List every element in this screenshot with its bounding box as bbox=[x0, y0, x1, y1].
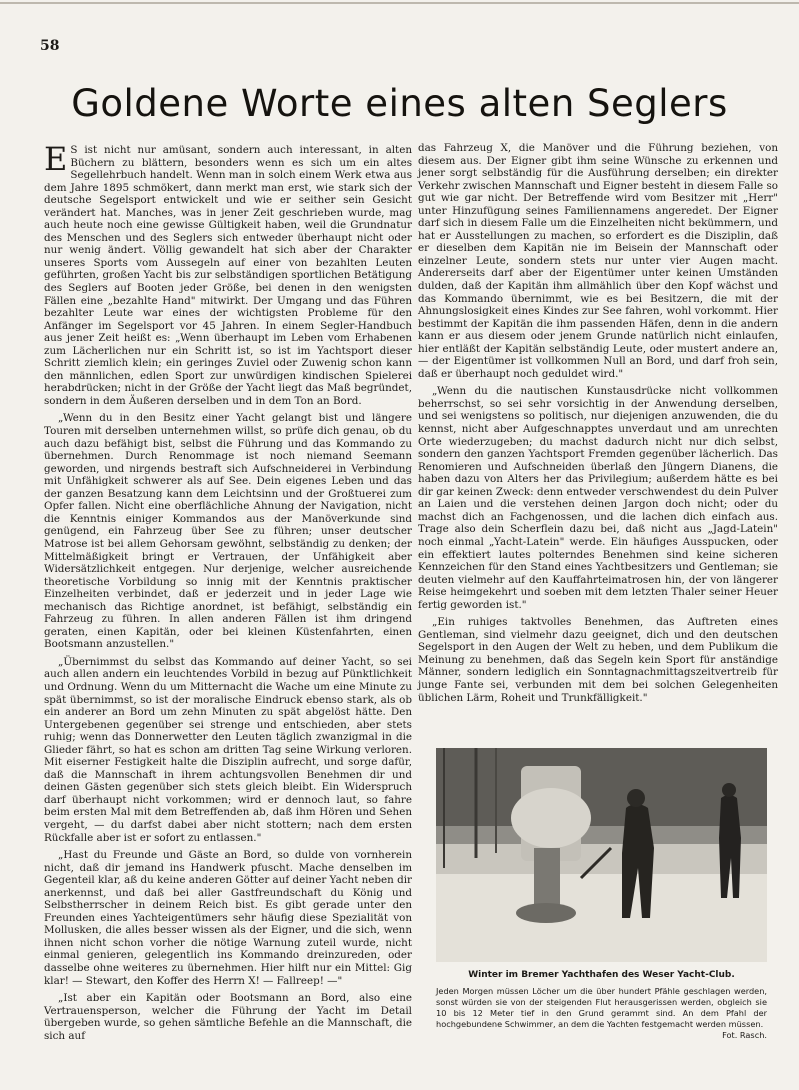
photo-credit: Fot. Rasch. bbox=[722, 1030, 767, 1040]
article-paragraph: „Hast du Freunde und Gäste an Bord, so dulde von vornherein nicht, daß dir jemand ins Handwerk pfuscht. Mache denselben im Gegenteil klar, aß du keine anderen Götter auf deiner Yacht neben dir anerkennst, und daß bei aller Gastfreundschaft du König und Selbstherrscher in deinem Reich bist. Es gibt gerade unter den Freunden eines Yachteigentümers sehr häufig diese Spezialität von Mollusken, die alles besser wissen als der Eigner, und die sich, wenn ihnen nicht schon vorher die nötige Warnung zuteil wurde, nicht einmal genieren, gelegentlich ins Kommando dreinzureden, oder dasselbe ohne weiteres zu übernehmen. Hier hilft nur ein Mittel: Gig klar! — Stewart, den Koffer des Herrn X! — Fallreep! —" bbox=[44, 849, 412, 987]
drop-cap: E bbox=[44, 140, 68, 178]
article-paragraph: „Wenn du in den Besitz einer Yacht gelangt bist und längere Touren mit derselben unternehmen willst, so prüfe dich genau, ob du auch dazu befähigt bist, selbst die Führung und das Kommando zu übernehmen. Durch Renommage ist noch niemand Seemann geworden, und nirgends bestraft sich Aufschneiderei in Verbindung mit Unfähigkeit schwerer als auf See. Dein eigenes Leben und das der ganzen Besatzung kann dem Leichtsinn und der Großtuerei zum Opfer fallen. Nicht eine oberflächliche Ahnung der Navigation, nicht die Kenntnis einiger Kommandos aus der Manöverkunde sind genügend, ein Fahrzeug über See zu führen; unser deutscher Matrose ist bei allem Gehorsam gewöhnt, selbständig zu denken; der Mittelmäßigkeit bringt er Vertrauen, der Unfähigkeit aber Widersätzlichkeit entgegen. Nur derjenige, welcher ausreichende theoretische Vorbildung so innig mit der Kenntnis praktischer Einzelheiten verbindet, daß er jederzeit und in jeder Lage wie mechanisch das Richtige anordnet, ist befähigt, selbständig ein Fahrzeug zu führen. In allen anderen Fällen ist ihm dringend geraten, einen Kapitän, oder bei kleinen Küstenfahrten, einen Bootsmann anzustellen." bbox=[44, 412, 412, 651]
article-paragraph: das Fahrzeug X, die Manöver und die Führung beziehen, von diesem aus. Der Eigner gibt ihm seine Wünsche zu erkennen und jener sorgt selbständig für die Ausführung derselben; ein direkter Verkehr zwischen Mannschaft und Eigner besteht in diesem Falle so gut wie gar nicht. Der Betreffende wird vom Besitzer mit „Herr" unter Hinzufügung seines Familiennamens angeredet. Der Eigner darf sich in diesem Falle um die Einzelheiten nicht bekümmern, und hat er Ausstellungen zu machen, so erfordert es die Disziplin, daß er dieselben dem Kapitän nie im Beisein der Mannschaft oder einzelner Leute, sondern stets nur unter vier Augen macht. Andererseits darf aber der Eigentümer unter keinen Umständen dulden, daß der Kapitän ihm allmählich über den Kopf wächst und das Kommando übernimmt, wie es bei Besitzern, die mit der Ahnungslosigkeit eines Kindes zur See fahren, wohl vorkommt. Hier bestimmt der Kapitän die ihm passenden Häfen, denn in die andern kann er aus diesem oder jenem Grunde natürlich nicht einlaufen, hier entläßt der Kapitän selbständig Leute, oder mustert andere an, — der Eigentümer ist vollkommen Null an Bord, und darf froh sein, daß er überhaupt noch geduldet wird." bbox=[418, 142, 778, 380]
article-column-right bbox=[418, 142, 778, 709]
article-paragraph: „Wenn du die nautischen Kunstausdrücke nicht vollkommen beherrschst, so sei sehr vorsichtig in der Anwendung derselben, und sei wenigstens so politisch, nur diejenigen anzuwenden, die du kennst, nicht aber Aufgeschnapptes unverdaut und am unrechten Orte wiederzugeben; du machst dadurch nicht nur dich selbst, sondern den ganzen Yachtsport Fremden gegenüber lächerlich. Das Renomieren und Aufschneiden überlaß den Jüngern Dianens, die haben dazu von Alters her das Privilegium; außerdem hätte es bei dir gar keinen Zweck: denn entweder verschwendest du dein Pulver an Laien und die verstehen deinen Jargon doch nicht; oder du machst dich an Fachgenossen, und die lachen dich einfach aus. Trage also dein Scherflein dazu bei, daß nicht aus „Jagd-Latein" noch einmal „Yacht-Latein" werde. Ein häufiges Ausspucken, oder ein effektiert lautes polterndes Benehmen sind keine sicheren Kennzeichen für den Stand eines Yachtbesitzers und Gentleman; sie deuten vielmehr auf den Kauffahrteimatrosen hin, der von längerer Reise heimgekehrt und soeben mit dem letzten Thaler seiner Heuer fertig geworden ist." bbox=[418, 385, 778, 611]
article-title: Goldene Worte eines alten Seglers bbox=[71, 82, 728, 125]
winter-harbor-photo bbox=[436, 748, 767, 962]
top-rule bbox=[0, 2, 799, 4]
article-column-left bbox=[44, 140, 412, 1047]
figure-caption-title: Winter im Bremer Yachthafen des Weser Yacht-Club. bbox=[468, 970, 735, 980]
page-number: 58 bbox=[40, 38, 60, 54]
paragraph-text: S ist nicht nur amüsant, sondern auch interessant, in alten Büchern zu blättern, besonders wenn es sich um ein altes Segellehrbuch handelt. Wenn man in solch einem Werk etwa aus dem Jahre 1895 schmökert, dann merkt man erst, wie stark sich der deutsche Segelsport entwickelt und wie er seither sein Gesicht verändert hat. Manches, was in jener Zeit geschrieben wurde, mag auch heute noch eine gewisse Gültigkeit haben, weil die Grundnatur des Menschen und des Seglers sich entweder überhaupt nicht oder nur wenig ändert. Völlig gewandelt hat sich aber der Charakter unseres Sports vom Aussegeln auf einer von bezahlten Leuten geführten, großen Yacht bis zur selbständigen sportlichen Betätigung des Seglers auf Booten jeder Größe, bei denen in den wenigsten Fällen eine „bezahlte Hand" mitwirkt. Der Umgang und das Führen bezahlter Leute war eines der wichtigsten Probleme für den Anfänger im Segelsport vor 45 Jahren. In einem Segler-Handbuch aus jener Zeit heißt es: „Wenn überhaupt im Leben vom Erhabenen zum Lächerlichen nur ein Schritt ist, so ist im Yachtsport dieser Schritt ziemlich klein; ein geringes Zuviel oder Zuwenig schon kann den männlichen, edlen Sport zur unwürdigen kindischen Spielerei herabdrücken; nicht in der Größe der Yacht liegt das Maß begründet, sondern in dem Äußeren derselben und in dem Ton an Bord. bbox=[44, 144, 412, 407]
article-paragraph bbox=[44, 140, 412, 407]
photo-illustration bbox=[436, 748, 767, 962]
article-paragraph: „Übernimmst du selbst das Kommando auf deiner Yacht, so sei auch allen andern ein leuchtendes Vorbild in bezug auf Pünktlichkeit und Ordnung. Wenn du um Mitternacht die Wache um eine Minute zu spät übernimmst, so ist der moralische Eindruck ebenso stark, als ob ein anderer an Bord um zehn Minuten zu spät abgelöst hätte. Den Untergebenen gegenüber sei strenge und entschieden, aber stets ruhig; wenn das Donnerwetter den Leuten täglich zwanzigmal in die Glieder fährt, so hat es schon am dritten Tag seine Wirkung verloren. Mit eiserner Festigkeit halte die Disziplin aufrecht, und sorge dafür, daß die Mannschaft in ihrem achtungsvollen Benehmen dir und deinen Gästen gegenüber sich stets gleich bleibt. Ein Widerspruch darf überhaupt nicht vorkommen; wird er dennoch laut, so fahre beim ersten Mal mit dem Betreffenden ab, daß ihm Hören und Sehen vergeht, — du darfst dabei aber nicht stottern; nach dem ersten Rückfalle aber ist er sofort zu entlassen." bbox=[44, 655, 412, 844]
article-paragraph: „Ein ruhiges taktvolles Benehmen, das Auftreten eines Gentleman, sind vielmehr dazu geeignet, dich und den deutschen Segelsport in den Augen der Welt zu heben, und dem Publikum die Meinung zu benehmen, daß das Segeln kein Sport für anständige Männer, sondern lediglich ein Sonntagnachmittagszeitvertreib für junge Fante sei, verbunden mit dem bei solchen Gelegenheiten üblichen Lärm, Roheit und Trunkfälligkeit." bbox=[418, 616, 778, 704]
caption-body: Jeden Morgen müssen Löcher um die über hundert Pfähle geschlagen werden, sonst würden sie von der steigenden Flut herausgerissen werden, obgleich sie 10 bis 12 Meter tief in den Grund gerammt sind. An dem Pfahl der hochgebundene Schwimmer, an dem die Yachten festgemacht werden müssen. bbox=[436, 986, 767, 1029]
article-paragraph: „Ist aber ein Kapitän oder Bootsmann an Bord, also eine Vertrauensperson, welcher die Führung der Yacht im Detail übergeben wurde, so gehen sämtliche Befehle an die Mannschaft, die sich auf bbox=[44, 992, 412, 1042]
figure-caption bbox=[436, 986, 767, 1041]
